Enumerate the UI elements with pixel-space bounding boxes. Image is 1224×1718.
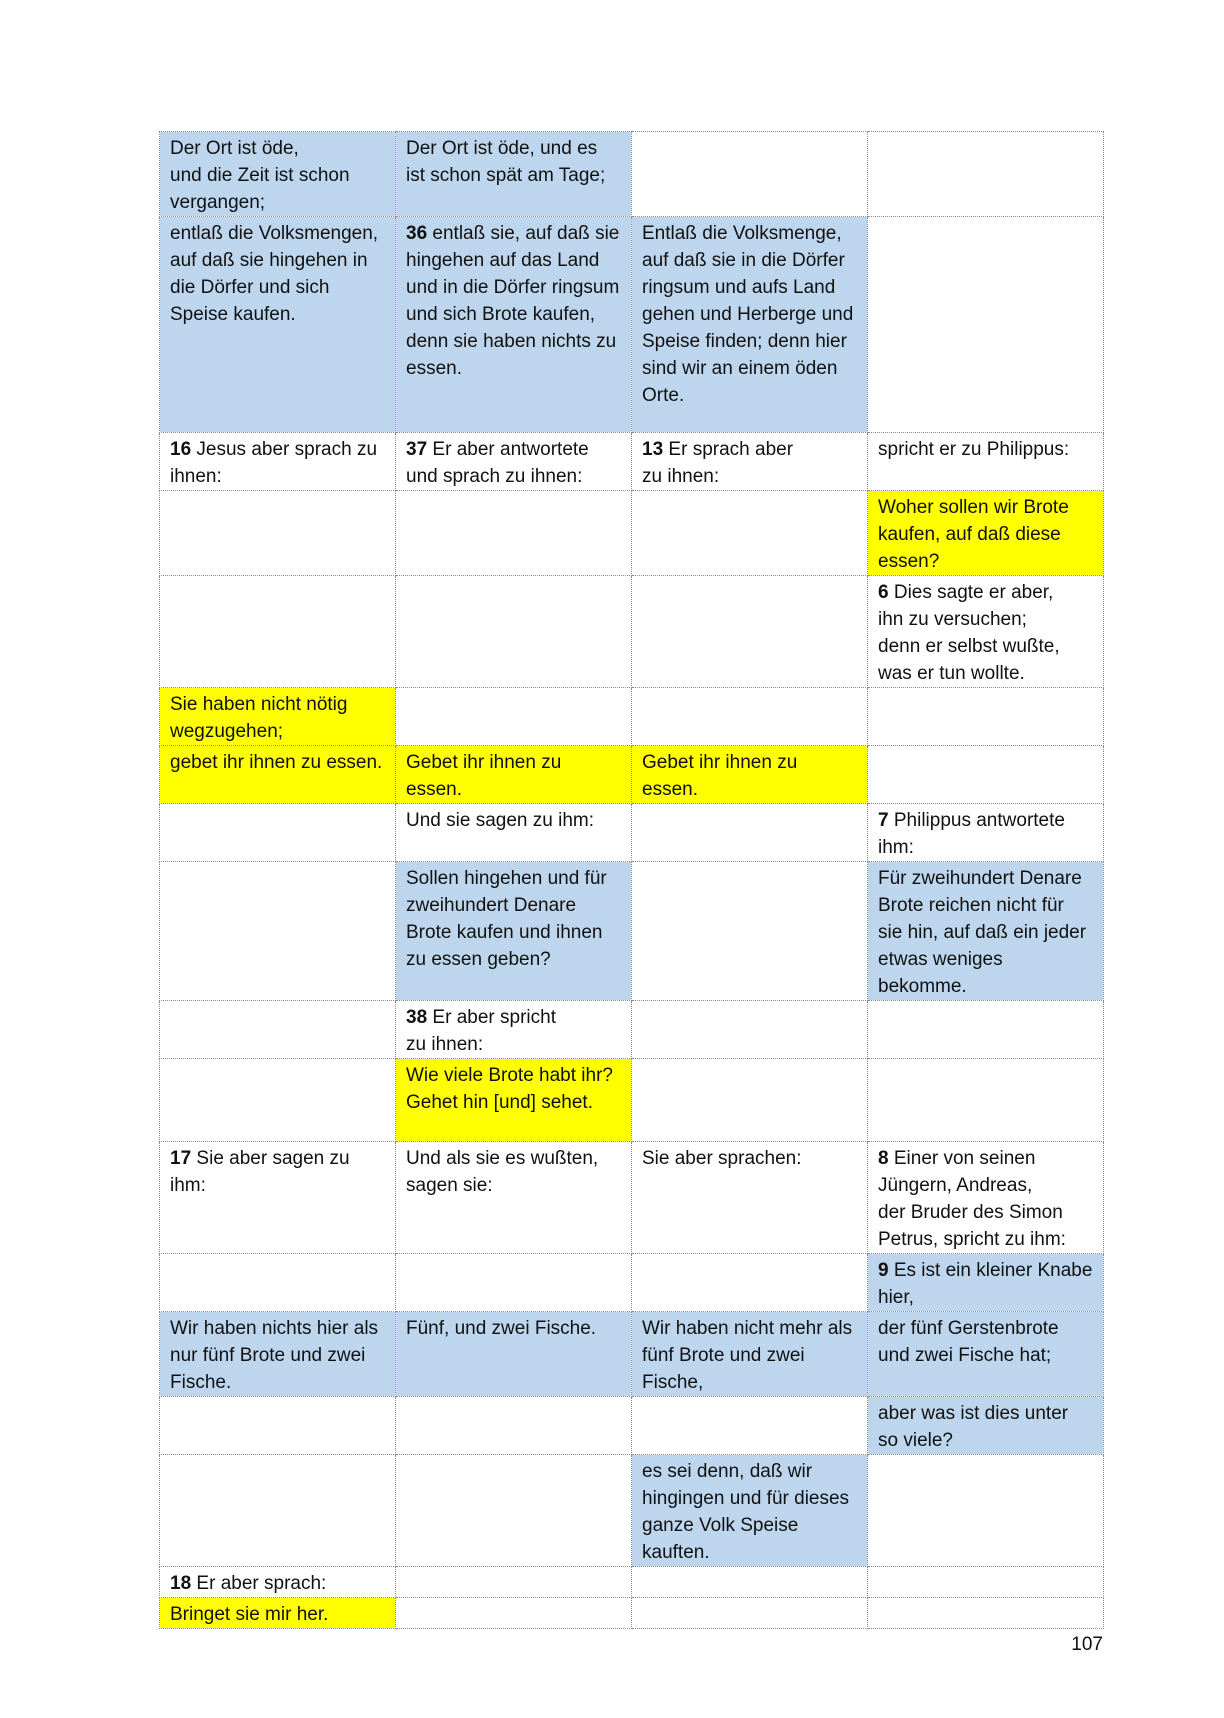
table-cell: [160, 1455, 396, 1567]
table-cell: [632, 491, 868, 576]
table-cell: [868, 1059, 1104, 1142]
cell-text: Für zweihundert Denare Brote reichen nicht für sie hin, auf daß ein jeder etwas weniges bekomme.: [878, 868, 1087, 997]
verse-number: 38: [406, 1007, 428, 1028]
table-cell: [396, 1059, 632, 1142]
cell-text: der fünf Gerstenbrote und zwei Fische hat;: [878, 1318, 1059, 1366]
table-cell: [632, 746, 868, 804]
table-cell: [396, 433, 632, 491]
table-cell: [160, 491, 396, 576]
table-cell: [396, 1142, 632, 1254]
table-cell: [396, 132, 632, 217]
table-row: [160, 1142, 1104, 1254]
table-row: [160, 688, 1104, 746]
table-cell: [160, 1598, 396, 1629]
table-cell: [632, 688, 868, 746]
table-row: [160, 576, 1104, 688]
table-row: [160, 1598, 1104, 1629]
table-cell: [868, 1397, 1104, 1455]
table-cell: [632, 1598, 868, 1629]
cell-text: Philippus antwortete ihm:: [878, 810, 1065, 858]
table-cell: [868, 1312, 1104, 1397]
table-row: [160, 132, 1104, 217]
table-cell: [396, 862, 632, 1001]
cell-text: Und sie sagen zu ihm:: [406, 810, 594, 831]
table-cell: [160, 1567, 396, 1598]
cell-text: Entlaß die Volksmenge, auf daß sie in die Dörfer ringsum und aufs Land gehen und Herberge und Speise finden; denn hier sind wir an einem öden Orte.: [642, 223, 854, 406]
table-cell: [632, 1312, 868, 1397]
table-row: [160, 433, 1104, 491]
table-cell: [396, 576, 632, 688]
table-cell: [160, 862, 396, 1001]
table-cell: [396, 746, 632, 804]
cell-text: entlaß die Volksmengen, auf daß sie hingehen in die Dörfer und sich Speise kaufen.: [170, 223, 379, 325]
cell-text: entlaß sie, auf daß sie hingehen auf das Land und in die Dörfer ringsum und sich Brote kaufen, denn sie haben nichts zu essen.: [406, 223, 620, 379]
verse-number: 8: [878, 1148, 889, 1169]
verse-number: 37: [406, 439, 428, 460]
synopsis-table: [159, 131, 1104, 1629]
table-cell: [396, 1455, 632, 1567]
table-cell: [868, 1455, 1104, 1567]
table-cell: [160, 132, 396, 217]
table-cell: [160, 804, 396, 862]
table-cell: [160, 1142, 396, 1254]
table-row: [160, 1455, 1104, 1567]
cell-text: Und als sie es wußten, sagen sie:: [406, 1148, 599, 1196]
table-cell: [160, 1397, 396, 1455]
table-row: [160, 1254, 1104, 1312]
cell-text: Er aber antwortete und sprach zu ihnen:: [406, 439, 589, 487]
table-cell: [868, 1142, 1104, 1254]
table-row: [160, 1001, 1104, 1059]
table-cell: [396, 1397, 632, 1455]
table-cell: [868, 804, 1104, 862]
cell-text: Woher sollen wir Brote kaufen, auf daß diese essen?: [878, 497, 1069, 572]
table-cell: [160, 1312, 396, 1397]
table-cell: [868, 576, 1104, 688]
table-row: [160, 862, 1104, 1001]
cell-text: Er aber sprach:: [196, 1573, 327, 1594]
cell-text: Jesus aber sprach zu ihnen:: [170, 439, 378, 487]
cell-text: Gebet ihr ihnen zu essen.: [642, 752, 798, 800]
table-cell: [396, 217, 632, 433]
page-number: 107: [1071, 1634, 1103, 1655]
table-row: [160, 1397, 1104, 1455]
verse-number: 36: [406, 223, 428, 244]
verse-number: 9: [878, 1260, 889, 1281]
table-cell: [868, 217, 1104, 433]
table-cell: [632, 1001, 868, 1059]
table-cell: [632, 1567, 868, 1598]
table-cell: [632, 1254, 868, 1312]
table-cell: [396, 1598, 632, 1629]
synopsis-body: [160, 132, 1104, 1629]
table-cell: [868, 1001, 1104, 1059]
table-row: [160, 746, 1104, 804]
table-row: [160, 1059, 1104, 1142]
table-cell: [396, 1001, 632, 1059]
table-cell: [868, 1254, 1104, 1312]
table-row: [160, 491, 1104, 576]
verse-number: 16: [170, 439, 192, 460]
verse-number: 13: [642, 439, 664, 460]
cell-text: Wie viele Brote habt ihr? Gehet hin [und] sehet.: [406, 1065, 613, 1113]
table-cell: [632, 433, 868, 491]
table-row: [160, 1312, 1104, 1397]
verse-number: 18: [170, 1573, 192, 1594]
cell-text: Sie aber sagen zu ihm:: [170, 1148, 350, 1196]
cell-text: Bringet sie mir her.: [170, 1604, 329, 1625]
table-cell: [868, 1567, 1104, 1598]
table-row: [160, 217, 1104, 433]
table-cell: [868, 132, 1104, 217]
table-cell: [868, 491, 1104, 576]
table-cell: [632, 217, 868, 433]
cell-text: Wir haben nichts hier als nur fünf Brote und zwei Fische.: [170, 1318, 379, 1393]
cell-text: Fünf, und zwei Fische.: [406, 1318, 597, 1339]
cell-text: Der Ort ist öde, und es ist schon spät am Tage;: [406, 138, 606, 186]
table-cell: [160, 1254, 396, 1312]
cell-text: spricht er zu Philippus:: [878, 439, 1070, 460]
cell-text: Gebet ihr ihnen zu essen.: [406, 752, 562, 800]
table-cell: [160, 433, 396, 491]
cell-text: Er sprach aber zu ihnen:: [642, 439, 794, 487]
table-row: [160, 804, 1104, 862]
table-cell: [160, 576, 396, 688]
cell-text: Sie haben nicht nötig wegzugehen;: [170, 694, 348, 742]
cell-text: gebet ihr ihnen zu essen.: [170, 752, 383, 773]
table-cell: [396, 688, 632, 746]
table-cell: [160, 688, 396, 746]
table-cell: [632, 804, 868, 862]
table-cell: [632, 1142, 868, 1254]
table-cell: [632, 862, 868, 1001]
cell-text: Es ist ein kleiner Knabe hier,: [878, 1260, 1093, 1308]
table-cell: [160, 217, 396, 433]
table-cell: [396, 1312, 632, 1397]
verse-number: 17: [170, 1148, 192, 1169]
table-cell: [868, 862, 1104, 1001]
table-cell: [160, 1001, 396, 1059]
table-cell: [396, 804, 632, 862]
table-cell: [396, 1567, 632, 1598]
cell-text: Wir haben nicht mehr als fünf Brote und zwei Fische,: [642, 1318, 853, 1393]
cell-text: aber was ist dies unter so viele?: [878, 1403, 1069, 1451]
cell-text: Einer von seinen Jüngern, Andreas, der Bruder des Simon Petrus, spricht zu ihm:: [878, 1148, 1066, 1250]
verse-number: 6: [878, 582, 889, 603]
cell-text: Er aber spricht zu ihnen:: [406, 1007, 556, 1055]
table-cell: [632, 1455, 868, 1567]
table-cell: [632, 1397, 868, 1455]
table-cell: [396, 1254, 632, 1312]
table-cell: [632, 132, 868, 217]
cell-text: Sie aber sprachen:: [642, 1148, 802, 1169]
table-cell: [632, 576, 868, 688]
table-row: [160, 1567, 1104, 1598]
verse-number: 7: [878, 810, 889, 831]
table-cell: [868, 433, 1104, 491]
cell-text: es sei denn, daß wir hingingen und für dieses ganze Volk Speise kauften.: [642, 1461, 850, 1563]
table-cell: [160, 746, 396, 804]
cell-text: Dies sagte er aber, ihn zu versuchen; denn er selbst wußte, was er tun wollte.: [878, 582, 1060, 684]
table-cell: [868, 688, 1104, 746]
table-cell: [160, 1059, 396, 1142]
table-cell: [868, 1598, 1104, 1629]
table-cell: [632, 1059, 868, 1142]
cell-text: Sollen hingehen und für zweihundert Denare Brote kaufen und ihnen zu essen geben?: [406, 868, 607, 970]
table-cell: [396, 491, 632, 576]
table-cell: [868, 746, 1104, 804]
cell-text: Der Ort ist öde, und die Zeit ist schon vergangen;: [170, 138, 350, 213]
